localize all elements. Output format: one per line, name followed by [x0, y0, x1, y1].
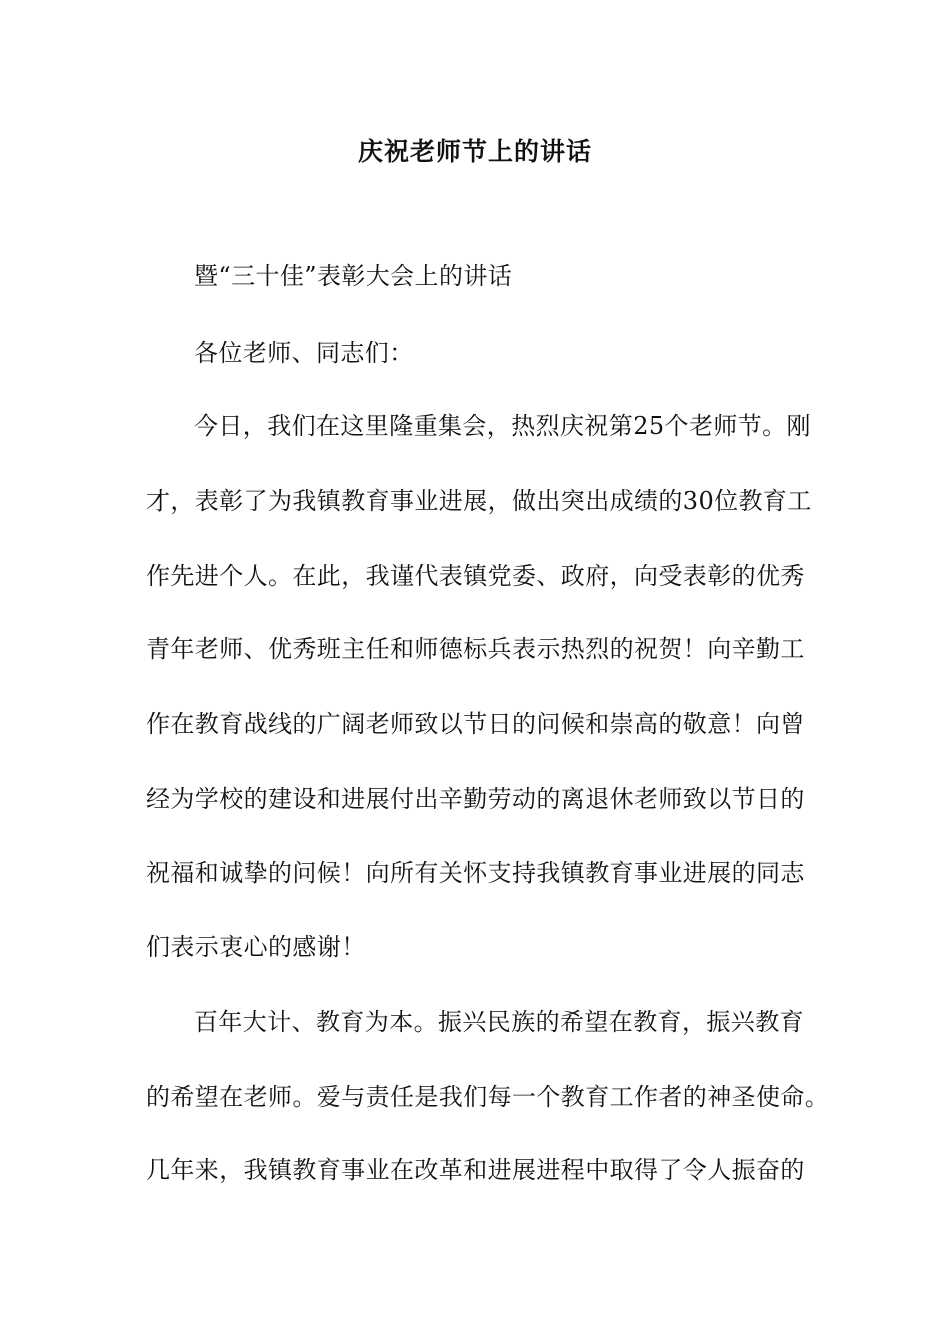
- paragraph-line: 经为学校的建设和进展付出辛勤劳动的离退休老师致以节日的: [146, 785, 805, 813]
- salutation-line: 各位老师、同志们：: [194, 339, 414, 367]
- paragraph-line: 青年老师、优秀班主任和师德标兵表示热烈的祝贺！向辛勤工: [146, 635, 805, 663]
- paragraph-line: 百年大计、教育为本。振兴民族的希望在教育，振兴教育: [194, 1008, 804, 1036]
- paragraph-line: 几年来，我镇教育事业在改革和进展进程中取得了令人振奋的: [146, 1156, 805, 1184]
- subtitle-line: 暨“三十佳”表彰大会上的讲话: [194, 262, 513, 290]
- paragraph-line: 今日，我们在这里隆重集会，热烈庆祝第25个老师节。刚: [194, 412, 811, 440]
- paragraph-line: 才，表彰了为我镇教育事业进展，做出突出成绩的30位教育工: [146, 487, 812, 515]
- paragraph-line: 作在教育战线的广阔老师致以节日的问候和崇高的敬意！向曾: [146, 710, 805, 738]
- document-title: 庆祝老师节上的讲话: [357, 137, 592, 166]
- paragraph-line: 作先进个人。在此，我谨代表镇党委、政府，向受表彰的优秀: [146, 562, 805, 590]
- paragraph-line: 的希望在老师。爱与责任是我们每一个教育工作者的神圣使命。: [146, 1083, 830, 1111]
- paragraph-line: 祝福和诚挚的问候！向所有关怀支持我镇教育事业进展的同志: [146, 859, 805, 887]
- paragraph-line: 们表示衷心的感谢！: [146, 933, 366, 961]
